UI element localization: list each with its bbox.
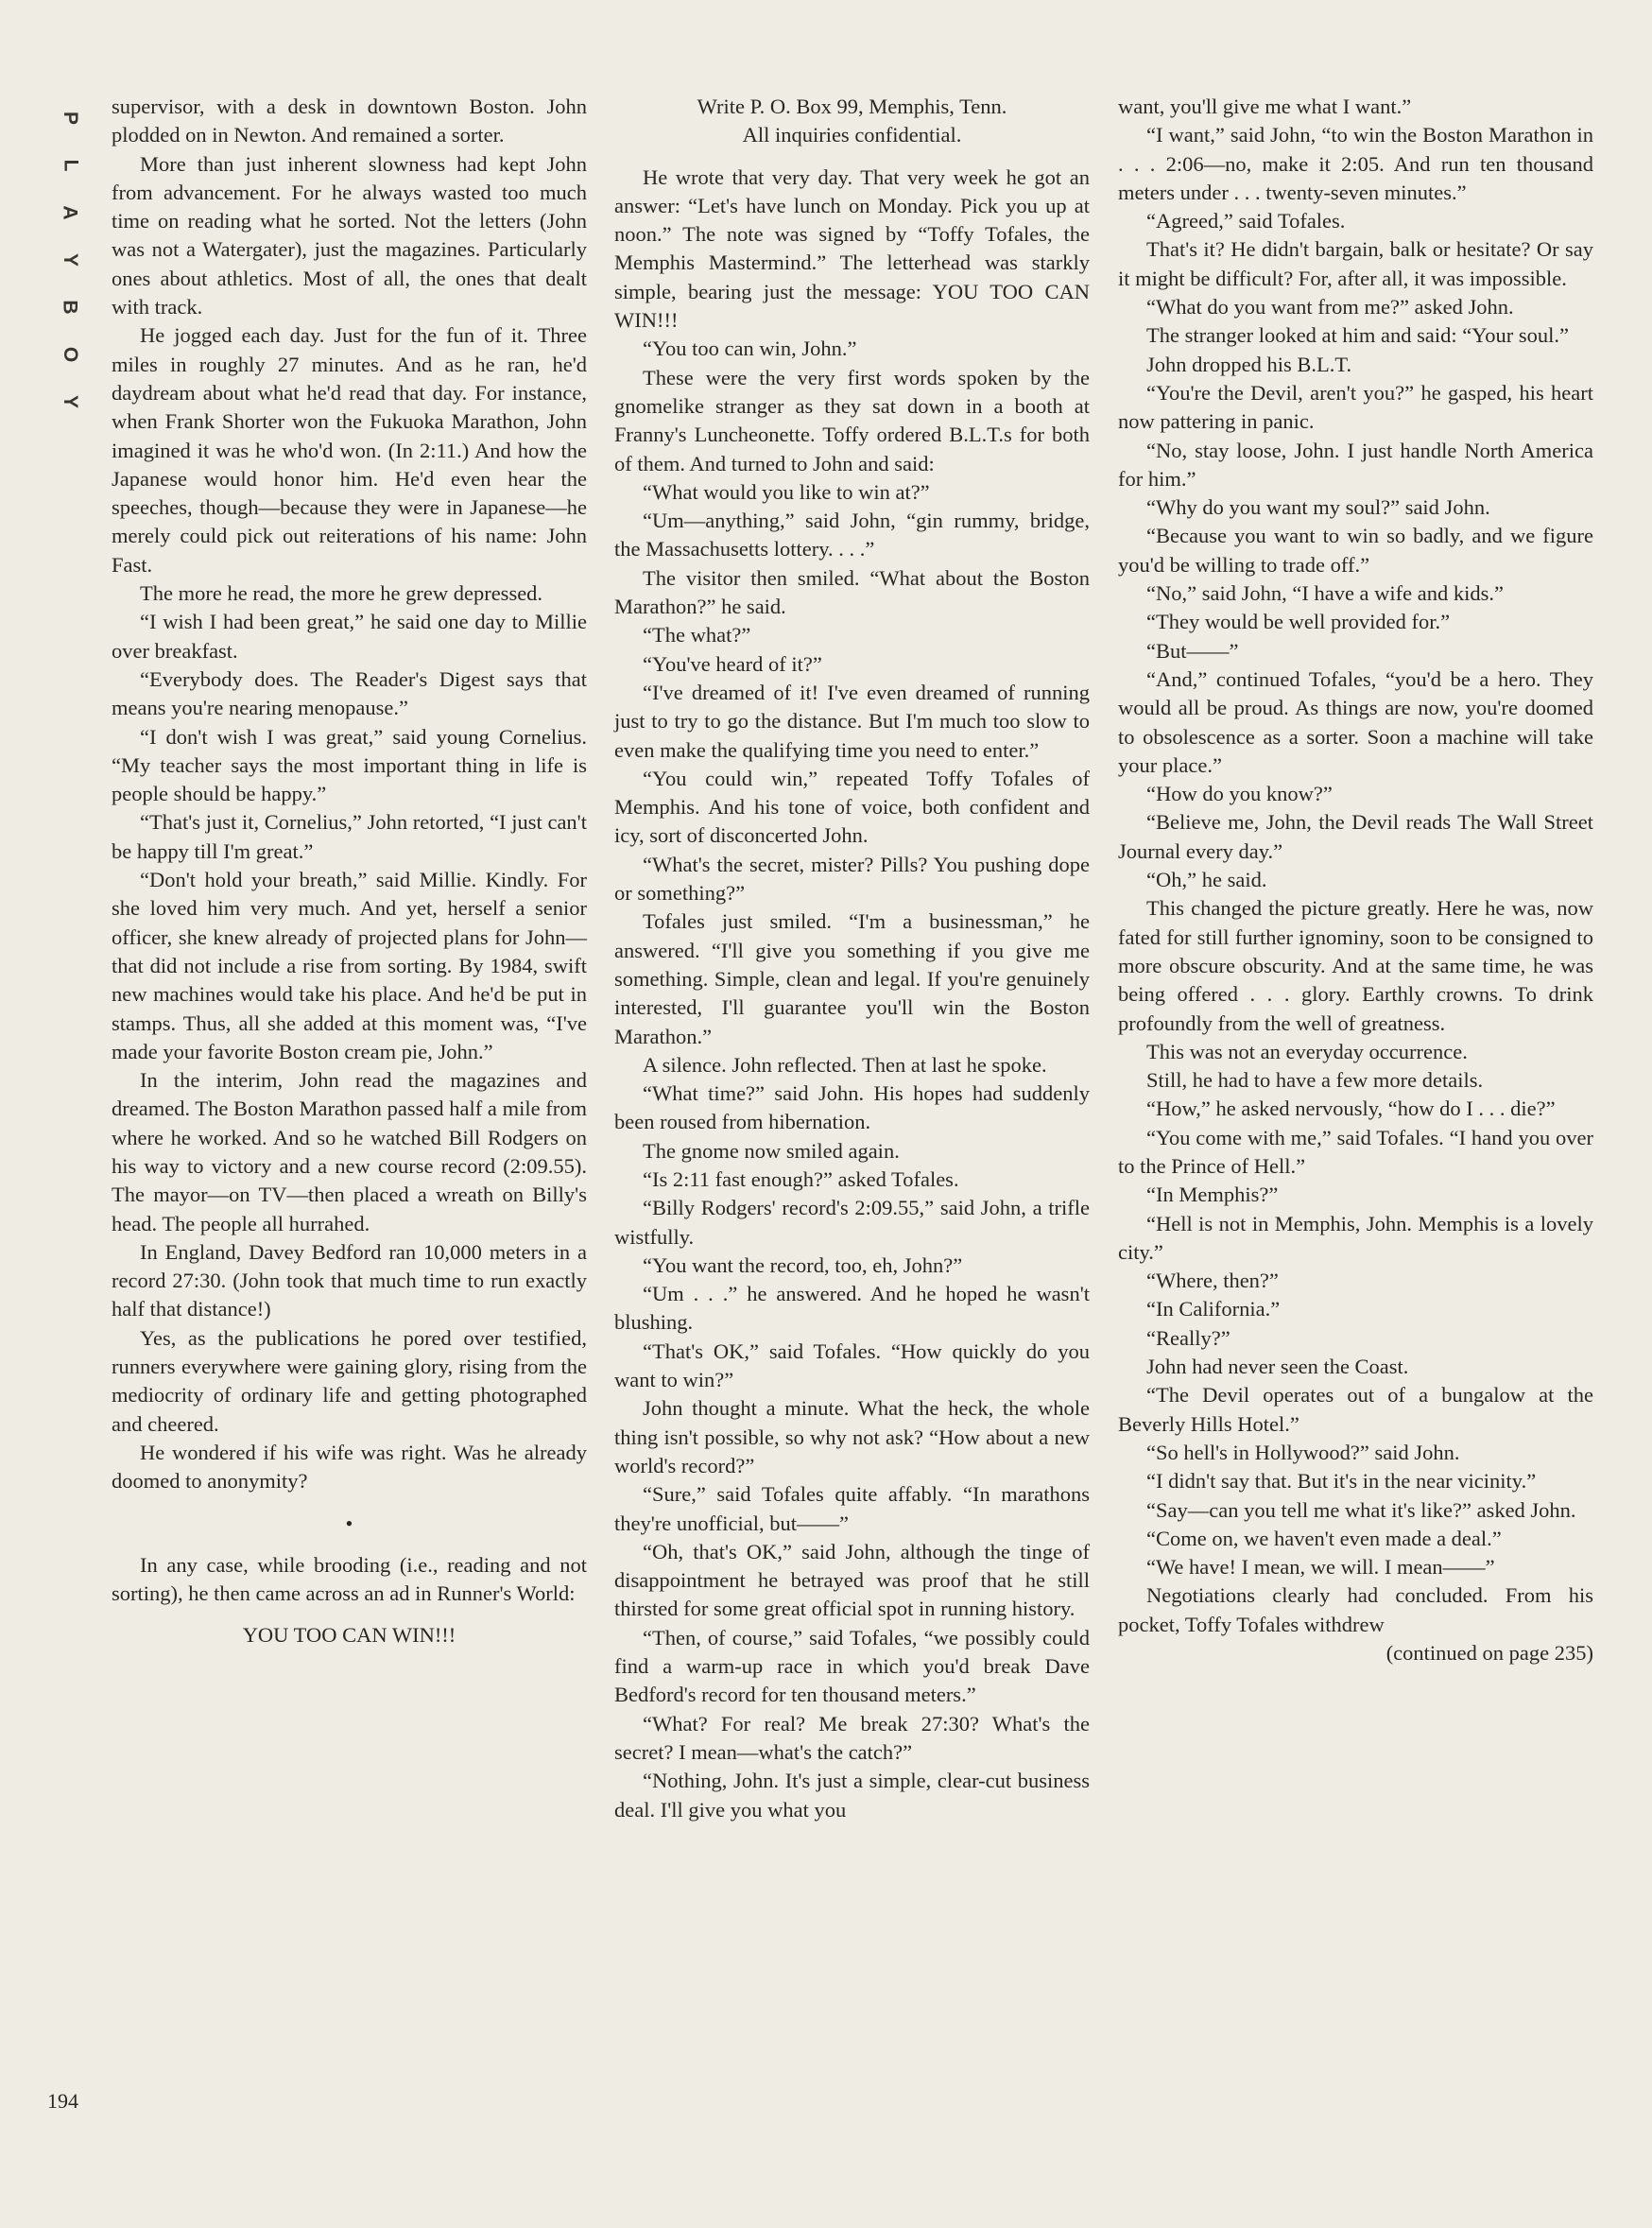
article-paragraph: “Sure,” said Tofales quite affably. “In marathons they're unofficial, but——” (614, 1482, 1090, 1535)
article-paragraph: “No, stay loose, John. I just handle North America for him.” (1118, 438, 1593, 491)
article-paragraph: “I wish I had been great,” he said one day to Millie over breakfast. (112, 610, 587, 663)
article-paragraph: “You come with me,” said Tofales. “I hand you over to the Prince of Hell.” (1118, 1125, 1593, 1178)
article-paragraph: The visitor then smiled. “What about the Boston Marathon?” he said. (614, 565, 1090, 619)
article-paragraph: A silence. John reflected. Then at last he spoke. (643, 1052, 1047, 1077)
article-paragraph: “You could win,” repeated Toffy Tofales of Memphis. And his tone of voice, both confident and icy, sort of disconcerted John. (614, 766, 1090, 848)
article-paragraph: “Agreed,” said Tofales. (1146, 209, 1346, 233)
article-paragraph: This changed the picture greatly. Here he was, now fated for still further ignominy, soon to be consigned to more obscure obscurity. And at the same time, he was being offered . . . glory. Earthly crowns. To drink profoundly from the well of greatness. (1118, 896, 1593, 1035)
article-paragraph: “What do you want from me?” asked John. (1146, 295, 1514, 320)
magazine-name-letter: B (59, 300, 81, 315)
article-paragraph: Tofales just smiled. “I'm a businessman,” he answered. “I'll give you something if you give me something. Simple, clean and legal. If you're genuinely interested, I'll guarantee you'll win the Boston Marathon.” (614, 909, 1090, 1048)
article-paragraph: supervisor, with a desk in downtown Boston. John plodded on in Newton. And remained a sorter. (112, 95, 587, 147)
article-paragraph: All inquiries confidential. (742, 123, 962, 147)
article-paragraph: He jogged each day. Just for the fun of it. Three miles in roughly 27 minutes. And as he ran, he'd daydream about what he'd read that day. For instance, when Frank Shorter won the Fukuoka Marathon, John imagined it was he who'd won. (In 2:11.) And how the Japanese would honor him. He'd even hear the speeches, though—because they were in Japanese—he merely could pick out reiterations of his name: John Fast. (112, 323, 587, 577)
article-paragraph: In the interim, John read the magazines and dreamed. The Boston Marathon passed half a mile from where he worked. And so he watched Bill Rodgers on his way to victory and a new course record (2:09.55). The mayor—on TV—then placed a wreath on Billy's head. The people all hurrahed. (112, 1068, 587, 1235)
article-paragraph: “What's the secret, mister? Pills? You pushing dope or something?” (614, 852, 1090, 906)
magazine-name-letter: Y (59, 252, 81, 268)
article-paragraph: • (345, 1511, 353, 1535)
article-paragraph: That's it? He didn't bargain, balk or hesitate? Or say it might be difficult? For, after all, it was impossible. (1118, 237, 1593, 290)
article-paragraph: “What would you like to win at?” (643, 479, 930, 504)
article-paragraph: “What time?” said John. His hopes had suddenly been roused from hibernation. (614, 1081, 1090, 1134)
article-paragraph: “You've heard of it?” (643, 651, 822, 676)
article-paragraph: “I want,” said John, “to win the Boston Marathon in . . . 2:06—no, make it 2:05. And run ten thousand meters under . . . twenty-seven minutes.” (1118, 123, 1593, 204)
article-paragraph: “You want the record, too, eh, John?” (643, 1252, 963, 1277)
article-paragraph: In any case, while brooding (i.e., reading and not sorting), he then came across an ad in Runner's World: (112, 1552, 587, 1606)
article-paragraph: “Oh, that's OK,” said John, although the tinge of disappointment he betrayed was proof that he still thirsted for some great official spot in running history. (614, 1539, 1090, 1621)
article-paragraph: “Then, of course,” said Tofales, “we possibly could find a warm-up race in which you'd break Dave Bedford's record for ten thousand meters.” (614, 1625, 1090, 1707)
article-paragraph: The stranger looked at him and said: “Your soul.” (1146, 323, 1570, 348)
article-paragraph: “Oh,” he said. (1146, 868, 1267, 892)
article-paragraph: “We have! I mean, we will. I mean——” (1146, 1555, 1495, 1580)
article-paragraph: “Nothing, John. It's just a simple, clear-cut business deal. I'll give you what you (614, 1769, 1090, 1822)
article-paragraph: He wrote that very day. That very week he got an answer: “Let's have lunch on Monday. Pick you up at noon.” The note was signed by “Toffy Tofales, the Memphis Mastermind.” The letterhead was starkly simple, bearing just the message: YOU TOO CAN WIN!!! (614, 164, 1090, 333)
article-paragraph: The more he read, the more he grew depressed. (140, 581, 543, 606)
page-number: 194 (47, 2089, 78, 2113)
article-column-2 (614, 93, 1090, 1824)
article-paragraph: He wondered if his wife was right. Was he already doomed to anonymity? (112, 1440, 587, 1494)
article-paragraph: “How do you know?” (1146, 782, 1333, 806)
article-paragraph: “But——” (1146, 638, 1239, 663)
magazine-name-letter: P (59, 111, 81, 126)
article-paragraph: “You too can win, John.” (643, 337, 857, 361)
magazine-name-letter: Y (59, 394, 81, 409)
article-paragraph: John thought a minute. What the heck, the whole thing isn't possible, so why not ask? “How about a new world's record?” (614, 1396, 1090, 1477)
article-paragraph: “In California.” (1146, 1297, 1281, 1321)
article-paragraph: “How,” he asked nervously, “how do I . . . die?” (1146, 1097, 1556, 1121)
magazine-name-vertical (53, 95, 87, 425)
article-paragraph: “So hell's in Hollywood?” said John. (1146, 1440, 1460, 1464)
article-paragraph: “Is 2:11 fast enough?” asked Tofales. (643, 1166, 959, 1191)
article-paragraph: “Everybody does. The Reader's Digest says that means you're nearing menopause.” (112, 666, 587, 720)
article-paragraph: “The what?” (643, 623, 751, 648)
article-paragraph: “Where, then?” (1146, 1269, 1279, 1293)
article-paragraph: Yes, as the publications he pored over testified, runners everywhere were gaining glory, rising from the mediocrity of ordinary life and getting photographed and cheered. (112, 1325, 587, 1436)
article-column-3 (1118, 93, 1593, 1667)
article-paragraph: Write P. O. Box 99, Memphis, Tenn. (697, 95, 1007, 118)
article-paragraph: More than just inherent slowness had kept John from advancement. For he always wasted too much time on reading what he sorted. Not the letters (John was not a Watergater), just the magazines. Particularly ones about athletics. Most of all, the ones that dealt with track. (112, 151, 587, 320)
article-paragraph: “Billy Rodgers' record's 2:09.55,” said John, a trifle wistfully. (614, 1196, 1090, 1249)
article-paragraph: “Um—anything,” said John, “gin rummy, bridge, the Massachusetts lottery. . . .” (614, 509, 1090, 561)
article-paragraph: “Say—can you tell me what it's like?” asked John. (1146, 1497, 1576, 1522)
article-paragraph: “I've dreamed of it! I've even dreamed of running just to try to go the distance. But I'm much too slow to even make the qualifying time you need to enter.” (614, 680, 1090, 762)
article-paragraph: These were the very first words spoken by the gnomelike stranger as they sat down in a booth at Franny's Luncheonette. Toffy ordered B.L.T.s for both of them. And turned to John and said: (614, 365, 1090, 475)
article-paragraph: want, you'll give me what I want.” (1118, 95, 1412, 118)
article-paragraph: “Why do you want my soul?” said John. (1146, 495, 1490, 520)
article-paragraph: “You're the Devil, aren't you?” he gasped, his heart now pattering in panic. (1118, 380, 1593, 434)
article-paragraph: “I didn't say that. But it's in the near vicinity.” (1146, 1469, 1537, 1494)
article-paragraph: “Um . . .” he answered. And he hoped he wasn't blushing. (614, 1282, 1090, 1335)
article-paragraph: “What? For real? Me break 27:30? What's the secret? I mean—what's the catch?” (614, 1711, 1090, 1764)
article-paragraph: “The Devil operates out of a bungalow at the Beverly Hills Hotel.” (1118, 1383, 1593, 1436)
article-paragraph: The gnome now smiled again. (643, 1138, 900, 1163)
article-paragraph: John had never seen the Coast. (1146, 1355, 1409, 1379)
article-paragraph: “Come on, we haven't even made a deal.” (1146, 1526, 1502, 1550)
article-paragraph: “They would be well provided for.” (1146, 610, 1451, 634)
article-paragraph: (continued on page 235) (1385, 1641, 1593, 1666)
article-paragraph: Negotiations clearly had concluded. From his pocket, Toffy Tofales withdrew (1118, 1583, 1593, 1636)
article-paragraph: John dropped his B.L.T. (1146, 352, 1352, 376)
article-paragraph: In England, Davey Bedford ran 10,000 meters in a record 27:30. (John took that much time to run exactly half that distance!) (112, 1239, 587, 1321)
magazine-name-letter: A (59, 205, 81, 220)
article-paragraph: “And,” continued Tofales, “you'd be a hero. They would all be proud. As things are now, you're doomed to obsolescence as a sorter. Soon a machine will take your place.” (1118, 666, 1593, 777)
article-paragraph: “Believe me, John, the Devil reads The Wall Street Journal every day.” (1118, 810, 1593, 863)
article-paragraph: “Really?” (1146, 1325, 1230, 1350)
article-column-1 (112, 93, 587, 1650)
article-paragraph: “In Memphis?” (1146, 1183, 1279, 1207)
article-paragraph: This was not an everyday occurrence. (1146, 1039, 1468, 1063)
magazine-name-letter: O (60, 346, 81, 363)
article-paragraph: “Because you want to win so badly, and we figure you'd be willing to trade off.” (1118, 524, 1593, 577)
article-paragraph: “That's just it, Cornelius,” John retorted, “I just can't be happy till I'm great.” (112, 810, 587, 863)
article-paragraph: “Hell is not in Memphis, John. Memphis is a lovely city.” (1118, 1211, 1593, 1264)
article-paragraph: YOU TOO CAN WIN!!! (242, 1623, 456, 1648)
article-paragraph: “Don't hold your breath,” said Millie. Kindly. For she loved him very much. And yet, herself a senior officer, she knew already of projected plans for John—that did not include a rise from sorting. By 1984, swift new machines would take his place. And he'd be put in stamps. Thus, all she added at this moment was, “I've made your favorite Boston cream pie, John.” (112, 868, 587, 1063)
article-paragraph: Still, he had to have a few more details. (1146, 1068, 1484, 1093)
magazine-name-letter: L (59, 159, 81, 172)
article-paragraph: “I don't wish I was great,” said young Cornelius. “My teacher says the most important thing in life is people should be happy.” (112, 724, 587, 806)
article-paragraph: “That's OK,” said Tofales. “How quickly do you want to win?” (614, 1339, 1090, 1392)
article-paragraph: “No,” said John, “I have a wife and kids.” (1146, 581, 1504, 606)
